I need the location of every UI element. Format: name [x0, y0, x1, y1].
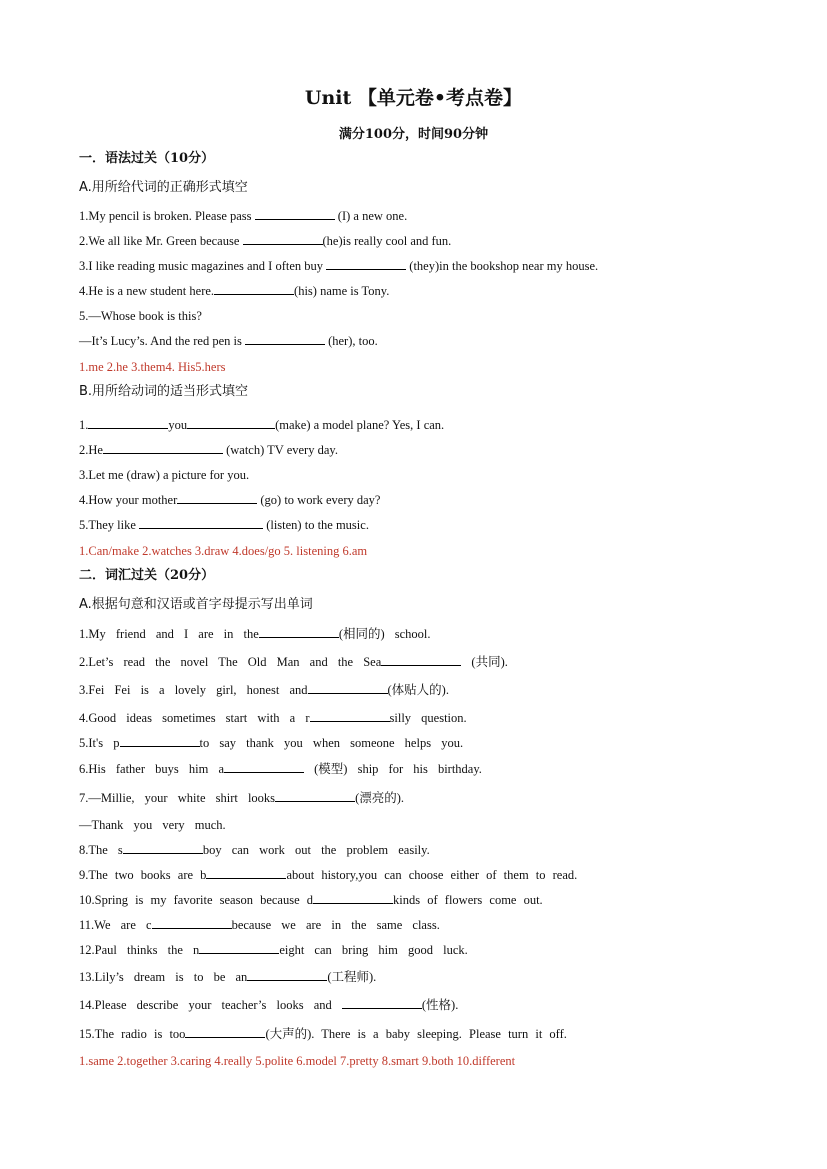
answer-blank[interactable]: [103, 442, 223, 454]
answer-key: 1.me 2.he 3.them4. His5.hers: [79, 360, 226, 374]
answer-blank[interactable]: [326, 258, 406, 270]
answer-blank[interactable]: [342, 997, 422, 1009]
answer-key: 1.Can/make 2.watches 3.draw 4.does/go 5. listening 6.am: [79, 544, 368, 558]
answer-blank[interactable]: [206, 867, 286, 879]
question: 11.We are c because we are in the same class.: [79, 918, 440, 932]
question: 14.Please describe your teacher’s looks and (性格).: [79, 998, 459, 1012]
answer-key: 1.same 2.together 3.caring 4.really 5.polite 6.model 7.pretty 8.smart 9.both 10.different: [79, 1054, 516, 1068]
question: 15.The radio is too (大声的). There is a baby sleeping. Please turn it off.: [79, 1027, 567, 1041]
section-heading: 一．语法过关（10分）: [79, 151, 215, 166]
question: 4.How your mother (go) to work every day?: [79, 493, 381, 507]
answer-blank[interactable]: [259, 626, 339, 638]
question: —It’s Lucy’s. And the red pen is (her), too.: [79, 334, 378, 348]
answer-blank[interactable]: [247, 969, 327, 981]
page-subtitle: 满分100分，时间90分钟: [338, 127, 489, 142]
answer-blank[interactable]: [245, 333, 325, 345]
answer-blank[interactable]: [214, 283, 294, 295]
answer-blank[interactable]: [139, 517, 263, 529]
answer-blank[interactable]: [88, 417, 168, 429]
answer-blank[interactable]: [243, 233, 323, 245]
question: 7.—Millie, your white shirt looks (漂亮的).: [79, 791, 405, 805]
answer-blank[interactable]: [255, 208, 335, 220]
question: 2.Let’s read the novel The Old Man and the Sea (共同).: [79, 655, 508, 669]
part-heading: A.用所给代词的正确形式填空: [79, 180, 248, 195]
question: 5.It's p to say thank you when someone helps you.: [79, 736, 464, 750]
section-heading: 二．词汇过关（20分）: [79, 568, 215, 583]
question: 1.My pencil is broken. Please pass (I) a new one.: [79, 209, 408, 223]
question: 3.Fei Fei is a lovely girl, honest and (体贴人的).: [79, 683, 449, 697]
question: 6.His father buys him a (模型) ship for his birthday.: [79, 762, 482, 776]
question: 5.They like (listen) to the music.: [79, 518, 369, 532]
answer-blank[interactable]: [224, 761, 304, 773]
question: 8.The s boy can work out the problem easily.: [79, 843, 430, 857]
question: 1.My friend and I are in the (相同的) school.: [79, 627, 431, 641]
answer-blank[interactable]: [308, 682, 388, 694]
question: 3.I like reading music magazines and I often buy (they)in the bookshop near my house.: [79, 259, 599, 273]
answer-blank[interactable]: [310, 710, 390, 722]
answer-blank[interactable]: [313, 892, 393, 904]
question: 10.Spring is my favorite season because d kinds of flowers come out.: [79, 893, 543, 907]
question: 4.He is a new student here. (his) name is Tony.: [79, 284, 390, 298]
answer-blank[interactable]: [120, 735, 200, 747]
answer-blank[interactable]: [381, 654, 461, 666]
question: 1. you (make) a model plane? Yes, I can.: [79, 418, 445, 432]
question: 4.Good ideas sometimes start with a r silly question.: [79, 711, 467, 725]
answer-blank[interactable]: [275, 790, 355, 802]
page-title: Unit 【单元卷•考点卷】: [304, 87, 523, 109]
answer-blank[interactable]: [199, 942, 279, 954]
answer-blank[interactable]: [123, 842, 203, 854]
question: 13.Lily’s dream is to be an (工程师).: [79, 970, 377, 984]
answer-blank[interactable]: [187, 417, 275, 429]
question: 9.The two books are b about history,you can choose either of them to read.: [79, 868, 578, 882]
question: 5.—Whose book is this?: [79, 309, 202, 323]
answer-blank[interactable]: [185, 1026, 265, 1038]
part-heading: A.根据句意和汉语或首字母提示写出单词: [79, 597, 313, 612]
question: 3.Let me (draw) a picture for you.: [79, 468, 250, 482]
part-heading: B.用所给动词的适当形式填空: [79, 384, 249, 399]
answer-blank[interactable]: [152, 917, 232, 929]
question: 12.Paul thinks the n eight can bring him good luck.: [79, 943, 468, 957]
question: 2.He (watch) TV every day.: [79, 443, 338, 457]
answer-blank[interactable]: [177, 492, 257, 504]
question: 2.We all like Mr. Green because (he)is really cool and fun.: [79, 234, 452, 248]
question: —Thank you very much.: [79, 818, 226, 832]
